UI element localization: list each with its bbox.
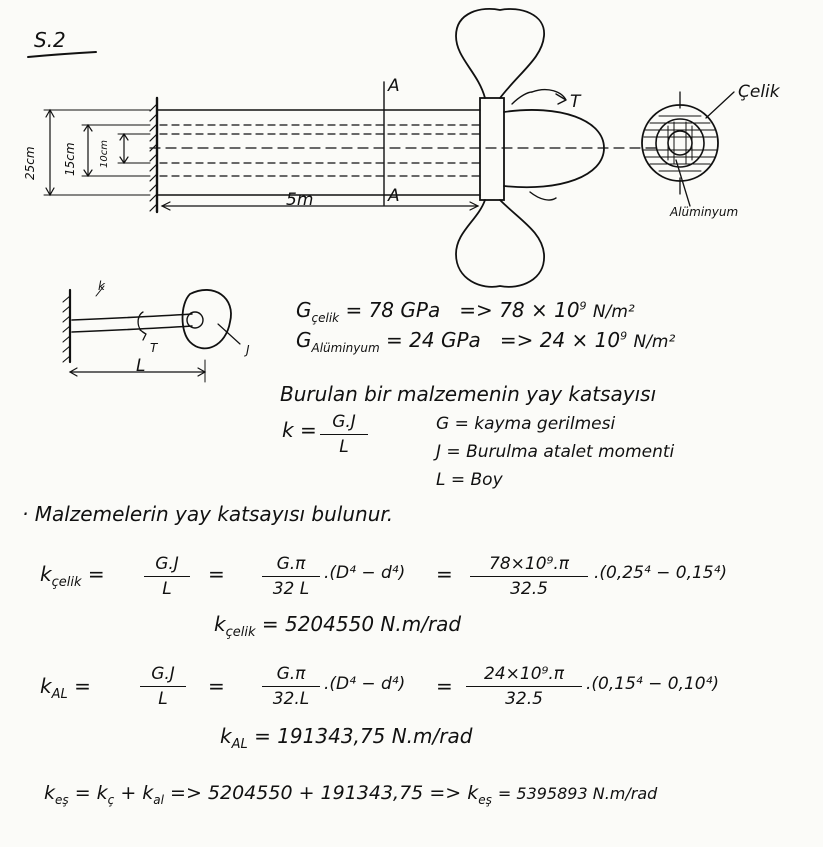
dim-outer-label: 25cm — [23, 146, 37, 180]
model-inertia-label: J — [246, 343, 250, 357]
dim-mid-label: 15cm — [63, 142, 77, 176]
k-al-result: $k_{AL} = 191343,75$ N.m/rad — [220, 724, 473, 752]
final-equation: $k_{eş} = k_ç + k_{al} => 5204550 + 191343,75 => k_{eş} = 5395893$ N.m/rad — [44, 782, 658, 807]
problem-number: S.2 — [34, 28, 66, 52]
k-al-f3: $\frac{\text{24×10⁹.π}}{32.5}$ — [466, 666, 582, 708]
k-al-f2: $\frac{G.\pi}{32.L}$ — [262, 666, 320, 708]
def-j: J = Burulma atalet momenti — [436, 442, 675, 462]
def-l: L = Boy — [436, 470, 503, 490]
k-formula-fraction: $\frac{G.J}{L}$ — [320, 414, 368, 456]
k-steel-f1: $\frac{G.J}{L}$ — [144, 556, 190, 598]
k-al-eq3: = — [436, 674, 453, 698]
k-steel-result: $k_{çelik} = 5204550$ N.m/rad — [214, 612, 462, 640]
g-al-row: $G_{Alüminyum} = 24$ GPa => $24 \times 10^9$ N/m² — [296, 328, 676, 355]
def-g: G = kayma gerilmesi — [436, 414, 616, 434]
k-steel-f3: $\frac{\text{78×10⁹.π}}{32.5}$ — [470, 556, 588, 598]
k-al-term1: .(D⁴ − d⁴) — [324, 674, 406, 694]
k-steel-eq3: = — [436, 562, 453, 586]
k-al-lhs: $k_{AL}$ = — [40, 674, 91, 702]
section-label-bottom: A — [388, 186, 400, 206]
step-heading: · Malzemelerin yay katsayısı bulunur. — [22, 502, 394, 526]
k-al-term2: .(0,15⁴ − 0,10⁴) — [586, 674, 720, 694]
length-label: 5m — [286, 190, 314, 210]
k-steel-term2: .(0,25⁴ − 0,15⁴) — [594, 563, 728, 583]
k-steel-f2: $\frac{G.\pi}{32 L}$ — [262, 556, 320, 598]
section-label-top: A — [388, 76, 400, 96]
k-steel-term1: .(D⁴ − d⁴) — [324, 563, 406, 583]
k-steel-eq2: = — [208, 562, 225, 586]
g-steel-row: $G_{çelik} = 78$ GPa => $78 \times 10^9$ N/m² — [296, 298, 635, 325]
model-length-label: L — [136, 356, 146, 376]
k-al-f1: $\frac{G.J}{L}$ — [140, 666, 186, 708]
aluminum-label: Alüminyum — [670, 205, 739, 219]
torque-label: T — [570, 92, 581, 112]
steel-label: Çelik — [738, 82, 780, 102]
model-spring-label: k — [98, 279, 105, 293]
k-formula-lhs: k = — [282, 418, 317, 442]
k-steel-lhs: $k_{çelik}$ = — [40, 562, 105, 590]
k-al-eq2: = — [208, 674, 225, 698]
model-torque-label: T — [150, 341, 158, 355]
dim-inner-label: 10cm — [99, 140, 110, 168]
intro-heading: Burulan bir malzemenin yay katsayısı — [280, 382, 657, 406]
